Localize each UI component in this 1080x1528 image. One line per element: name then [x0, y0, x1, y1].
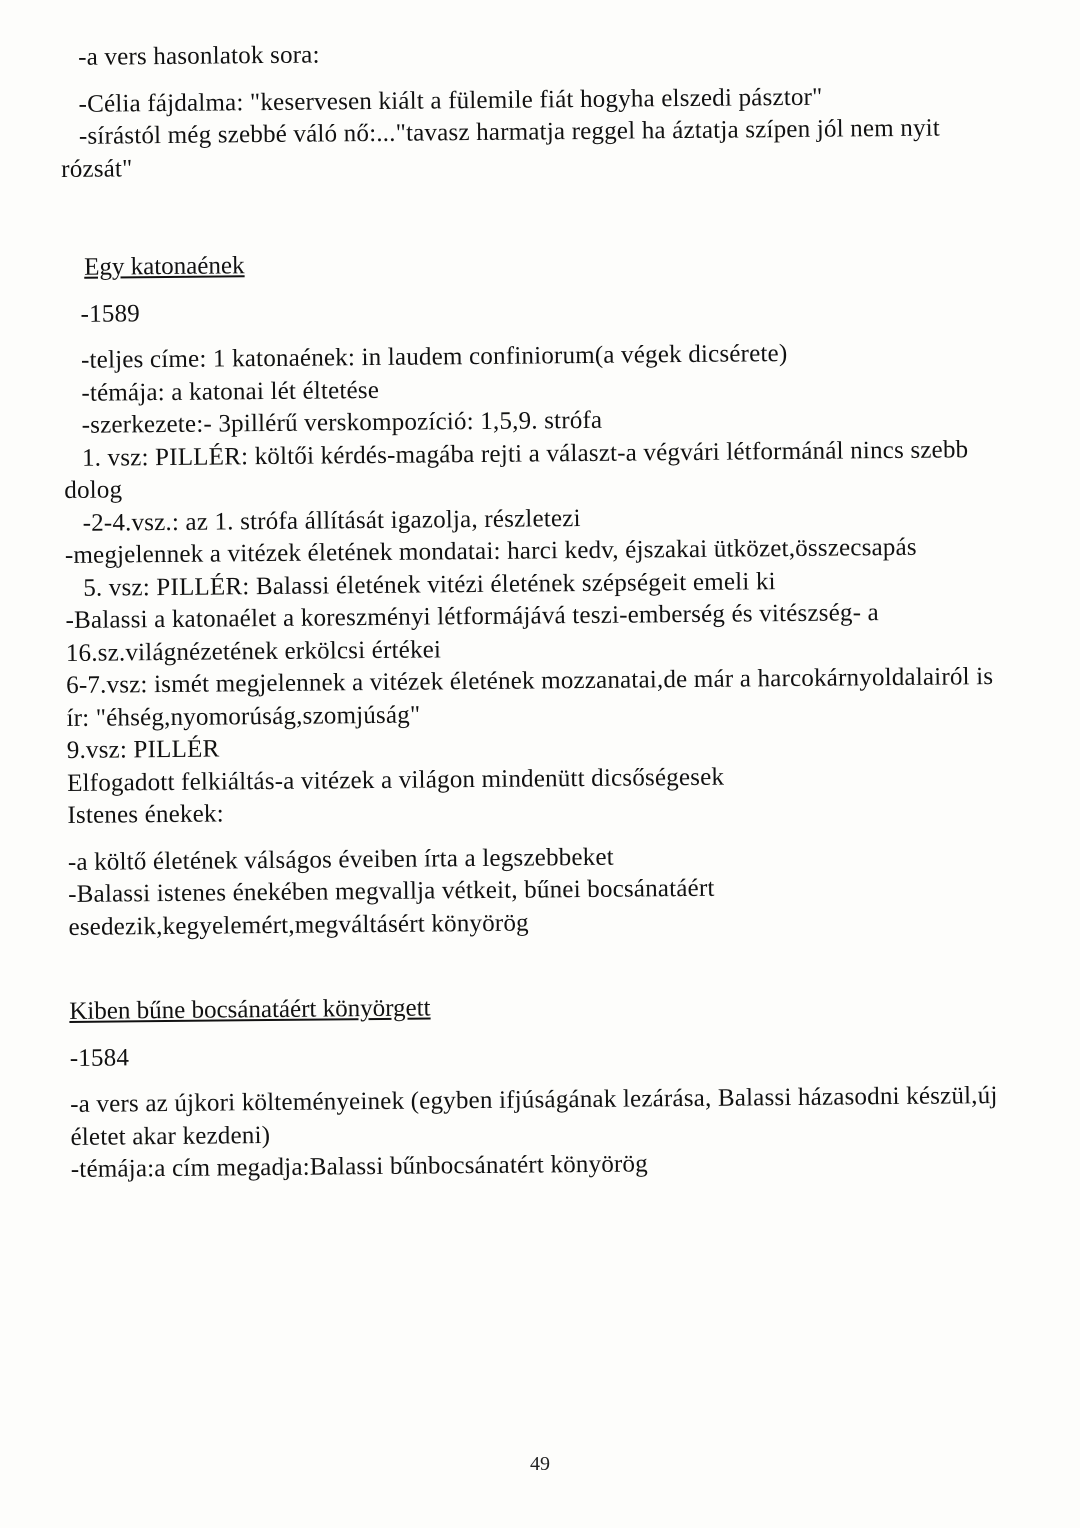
- section-heading: Kiben bűne bocsánatáért könyörgett: [69, 994, 431, 1025]
- page-number: 49: [530, 1453, 550, 1475]
- text-line: -2-4.vsz.: az 1. strófa állítását igazolja, részletezi: [82, 504, 581, 537]
- section-celia-notes: [60, 33, 1021, 186]
- text-line: -témája:a cím megadja:Balassi bűnbocsánatért könyörög: [70, 1150, 649, 1183]
- text-line: -szerkezete:- 3pillérű verskompozíció: 1,5,9. strófa: [81, 406, 603, 439]
- text-line: -a költő életének válságos éveiben írta a legszebbeket: [67, 843, 614, 876]
- text-line: -megjelennek a vitézek életének mondatai: harci kedv, éjszakai ütközet,összecsapás: [64, 533, 917, 569]
- section-heading: Egy katonaének: [84, 252, 245, 281]
- page-content: [60, 33, 1031, 1187]
- text-line: -a vers az újkori költeményeinek (egyben ifjúságának lezárása, Balassi házasodni készül,új: [70, 1082, 998, 1118]
- text-line: 1. vsz: PILLÉR: költői kérdés-magába rejti a választ-a végvári létformánál nincs szebb: [81, 435, 969, 472]
- section-egy-katonaenek: [62, 243, 1029, 944]
- spacer: [61, 179, 1021, 238]
- text-line: Elfogadott felkiáltás-a vitézek a világon mindenütt dicsőségesek: [66, 763, 725, 797]
- text-line: -1589: [80, 299, 141, 328]
- text-line: -a vers hasonlatok sora:: [78, 41, 320, 71]
- text-line: esedezik,kegyelemért,megváltásért könyörög: [68, 909, 529, 941]
- text-line: -1584: [69, 1043, 130, 1072]
- text-line: dolog: [64, 476, 123, 504]
- text-line: 5. vsz: PILLÉR: Balassi életének vitézi életének szépségeit emeli ki: [83, 567, 776, 602]
- text-line: -Célia fájdalma: "keservesen kiált a fülemile fiát hogyha elszedi pásztor": [78, 83, 823, 118]
- text-line: -teljes címe: 1 katonaének: in laudem confiniorum(a végek dicsérete): [80, 340, 788, 374]
- text-line: 9.vsz: PILLÉR: [66, 735, 220, 764]
- text-line: életet akar kezdeni): [70, 1121, 271, 1151]
- section-kiben-bune: [69, 987, 1031, 1187]
- spacer: [69, 937, 1029, 996]
- text-line: ír: "éhség,nyomorúság,szomjúság": [66, 701, 421, 732]
- text-line: 6-7.vsz: ismét megjelennek a vitézek életének mozzanatai,de már a harcokárnyoldalairól is: [66, 663, 994, 699]
- text-line: -témája: a katonai lét éltetése: [81, 376, 380, 407]
- text-line: -Balassi a katonaélet a koreszményi létformájává teszi-emberség és vitészség- a: [65, 599, 880, 634]
- text-line: -Balassi istenes énekében megvallja vétkeit, bűnei bocsánatáért: [68, 874, 715, 908]
- text-line: -sírástól még szebbé váló nő:..."tavasz harmatja reggel ha áztatja szípen jól nem nyit: [78, 114, 941, 150]
- text-line: Istenes énekek:: [67, 800, 224, 829]
- text-line: 16.sz.világnézetének erkölcsi értékei: [65, 635, 442, 667]
- text-line: rózsát": [61, 154, 133, 183]
